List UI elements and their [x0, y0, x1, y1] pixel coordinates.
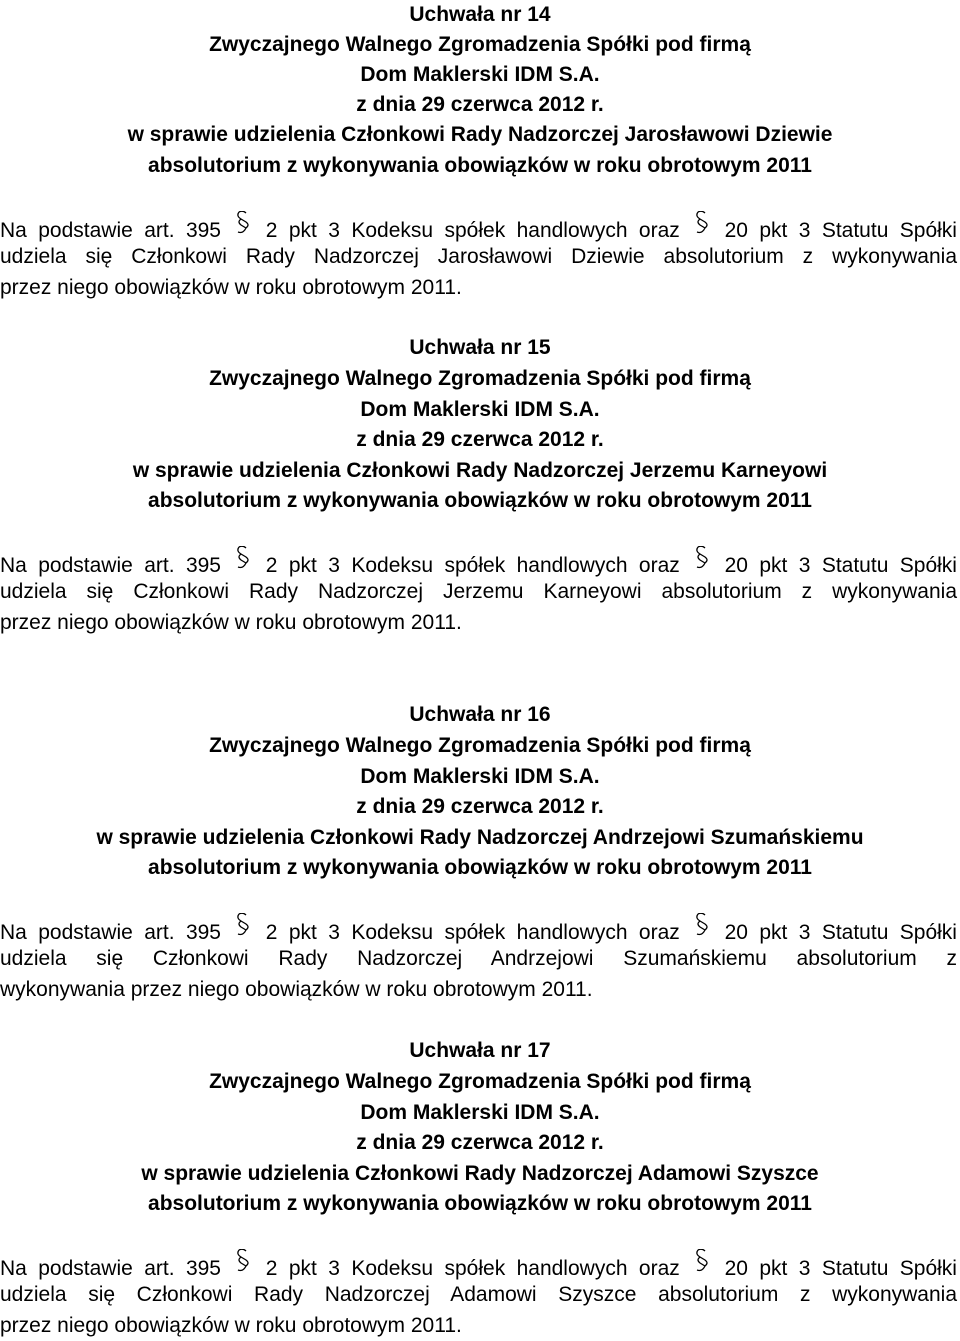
- legal-basis-line: [0, 546, 957, 581]
- legal-basis-part: 2 pkt 3 Kodeksu spółek handlowych oraz: [265, 921, 680, 944]
- legal-basis-part: Na podstawie art. 395: [0, 921, 221, 944]
- resolution-subject-continued: absolutorium z wykonywania obowiązków w roku obrotowym 2011: [148, 1192, 812, 1215]
- resolution-title: Uchwała nr 15: [409, 336, 551, 359]
- paragraph-sign-icon: [232, 211, 254, 246]
- legal-basis-part: Na podstawie art. 395: [0, 1257, 221, 1280]
- legal-basis-part: 2 pkt 3 Kodeksu spółek handlowych oraz: [265, 554, 680, 577]
- resolution-title: Uchwała nr 17: [409, 1039, 551, 1062]
- legal-basis-part: Na podstawie art. 395: [0, 554, 221, 577]
- resolution-subject-continued: absolutorium z wykonywania obowiązków w roku obrotowym 2011: [148, 154, 812, 177]
- resolution-body-line: przez niego obowiązków w roku obrotowym 2011.: [0, 611, 462, 634]
- resolution-body-line: przez niego obowiązków w roku obrotowym 2011.: [0, 276, 462, 299]
- legal-basis-part: Na podstawie art. 395: [0, 219, 221, 242]
- paragraph-sign-icon: [232, 1249, 254, 1284]
- legal-basis-line: [0, 913, 957, 948]
- resolution-title: Uchwała nr 16: [409, 703, 551, 726]
- legal-basis-part: 20 pkt 3 Statutu Spółki: [724, 219, 957, 242]
- meeting-name: Zwyczajnego Walnego Zgromadzenia Spółki pod firmą: [209, 367, 751, 390]
- resolution-date: z dnia 29 czerwca 2012 r.: [356, 93, 604, 116]
- resolution-subject: w sprawie udzielenia Członkowi Rady Nadzorczej Adamowi Szyszce: [141, 1162, 819, 1185]
- paragraph-sign-icon: [232, 913, 254, 948]
- resolution-subject-continued: absolutorium z wykonywania obowiązków w roku obrotowym 2011: [148, 856, 812, 879]
- resolution-subject-continued: absolutorium z wykonywania obowiązków w roku obrotowym 2011: [148, 489, 812, 512]
- legal-basis-part: 2 pkt 3 Kodeksu spółek handlowych oraz: [265, 219, 680, 242]
- legal-basis-part: 20 pkt 3 Statutu Spółki: [724, 1257, 957, 1280]
- resolution-date: z dnia 29 czerwca 2012 r.: [356, 1131, 604, 1154]
- meeting-name: Zwyczajnego Walnego Zgromadzenia Spółki pod firmą: [209, 734, 751, 757]
- resolution-title: Uchwała nr 14: [409, 3, 551, 26]
- meeting-name: Zwyczajnego Walnego Zgromadzenia Spółki pod firmą: [209, 33, 751, 56]
- resolution-body-line: udziela się Członkowi Rady Nadzorczej Jarosławowi Dziewie absolutorium z wykonywania: [0, 245, 957, 268]
- legal-basis-part: 20 pkt 3 Statutu Spółki: [724, 554, 957, 577]
- company-name: Dom Maklerski IDM S.A.: [360, 63, 600, 86]
- resolution-subject: w sprawie udzielenia Członkowi Rady Nadzorczej Andrzejowi Szumańskiemu: [96, 826, 864, 849]
- resolution-date: z dnia 29 czerwca 2012 r.: [356, 795, 604, 818]
- resolution-body-line: wykonywania przez niego obowiązków w roku obrotowym 2011.: [0, 978, 593, 1001]
- resolution-subject: w sprawie udzielenia Członkowi Rady Nadzorczej Jarosławowi Dziewie: [127, 123, 833, 146]
- legal-basis-part: 20 pkt 3 Statutu Spółki: [724, 921, 957, 944]
- legal-basis-line: [0, 1249, 957, 1284]
- company-name: Dom Maklerski IDM S.A.: [360, 1101, 600, 1124]
- paragraph-sign-icon: [691, 1249, 713, 1284]
- paragraph-sign-icon: [691, 211, 713, 246]
- meeting-name: Zwyczajnego Walnego Zgromadzenia Spółki pod firmą: [209, 1070, 751, 1093]
- company-name: Dom Maklerski IDM S.A.: [360, 765, 600, 788]
- paragraph-sign-icon: [232, 546, 254, 581]
- company-name: Dom Maklerski IDM S.A.: [360, 398, 600, 421]
- paragraph-sign-icon: [691, 913, 713, 948]
- resolution-body-line: przez niego obowiązków w roku obrotowym 2011.: [0, 1314, 462, 1337]
- resolution-body-line: udziela się Członkowi Rady Nadzorczej Andrzejowi Szumańskiemu absolutorium z: [0, 947, 957, 970]
- paragraph-sign-icon: [691, 546, 713, 581]
- resolution-subject: w sprawie udzielenia Członkowi Rady Nadzorczej Jerzemu Karneyowi: [132, 459, 828, 482]
- resolution-body-line: udziela się Członkowi Rady Nadzorczej Adamowi Szyszce absolutorium z wykonywania: [0, 1283, 957, 1306]
- resolution-date: z dnia 29 czerwca 2012 r.: [356, 428, 604, 451]
- legal-basis-line: [0, 211, 957, 246]
- legal-basis-part: 2 pkt 3 Kodeksu spółek handlowych oraz: [265, 1257, 680, 1280]
- resolution-body-line: udziela się Członkowi Rady Nadzorczej Jerzemu Karneyowi absolutorium z wykonywania: [0, 580, 957, 603]
